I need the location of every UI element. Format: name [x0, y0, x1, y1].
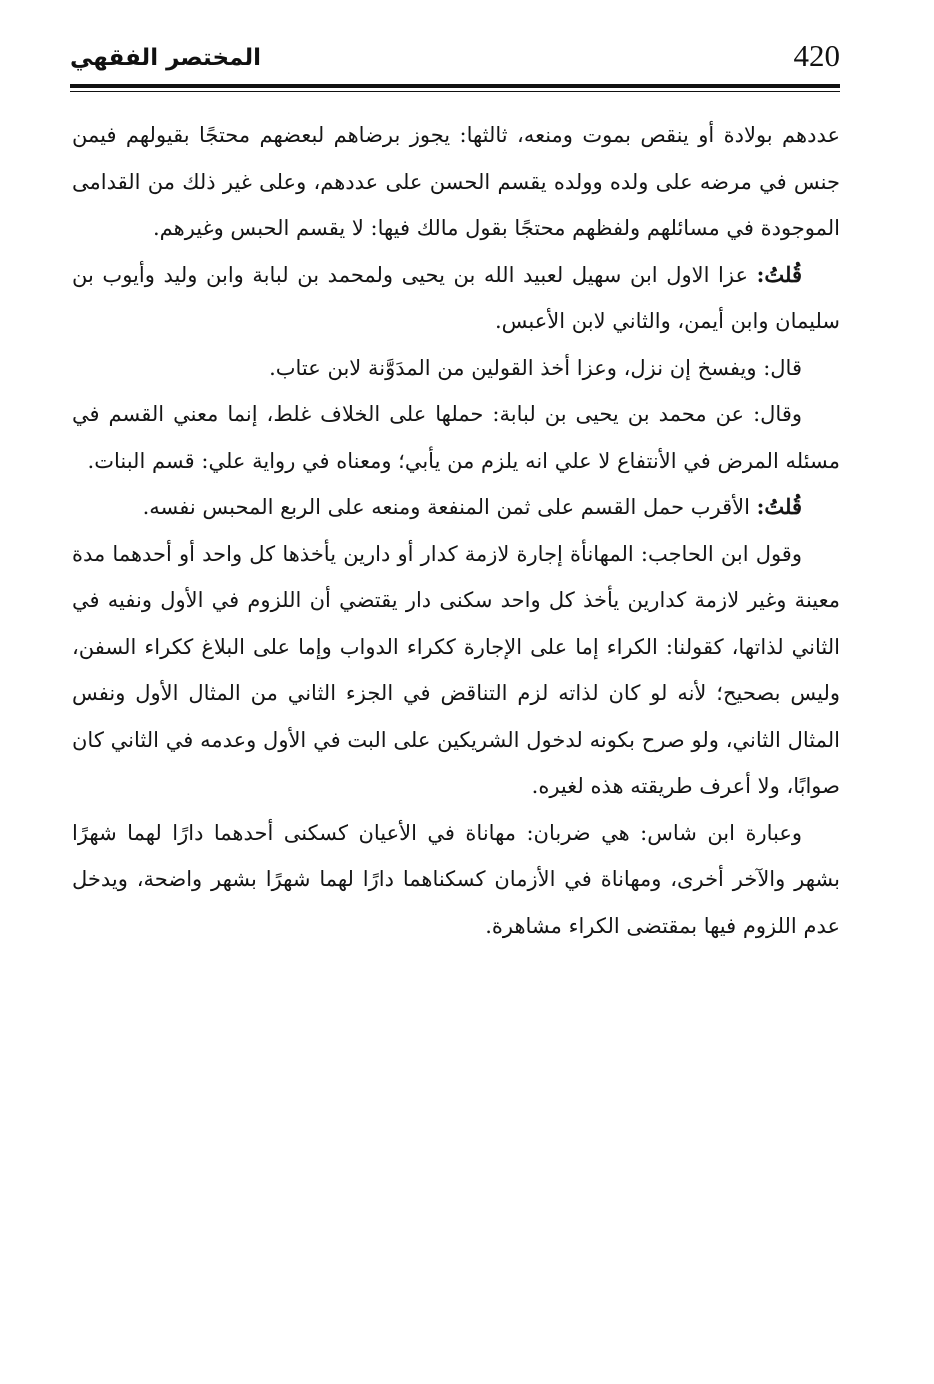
- page-header: [70, 36, 840, 86]
- header-rule-thick: [70, 84, 840, 88]
- paragraph-7: وعبارة ابن شاس: هي ضربان: مهاناة في الأعيان كسكنى أحدهما دارًا لهما شهرًا بشهر والآخر أخرى، ومهاناة في الأزمان كسكناهما دارًا لهما شهرًا بشهر واضحة، ويدخل عدم اللزوم فيها بمقتضى الكراء مشاهرة.: [72, 820, 840, 938]
- paragraph-2-text: عزا الاول ابن سهيل لعبيد الله بن يحيى ولمحمد بن لبابة وابن وليد وأيوب بن سليمان وابن أيمن، والثاني لابن الأعبس.: [72, 262, 840, 333]
- paragraph-1: عددهم بولادة أو ينقص بموت ومنعه، ثالثها: يجوز برضاهم لبعضهم محتجًا بقيولهم فيمن جنس في مرضه على ولده وولده يقسم الحسن على عددهم، وعلى غير ذلك من القدامى الموجودة في مسائلهم ولفظهم محتجًا بقول مالك فيها: لا يقسم الحبس وغيرهم.: [72, 123, 840, 240]
- running-title: المختصر الفقهي: [70, 45, 261, 71]
- qult-label: قُلتُ:: [756, 261, 802, 287]
- body-text: [72, 112, 840, 949]
- qult-label: قُلتُ:: [756, 494, 802, 519]
- paragraph-5-text: الأقرب حمل القسم على ثمن المنفعة ومنعه على الربع المحبس نفسه.: [142, 495, 750, 519]
- paragraph-6: وقول ابن الحاجب: المهانأة إجارة لازمة كدار أو دارين يأخذها كل واحد أو أحدهما مدة معينة وغير لازمة كدارين يأخذ كل واحد سكنى دار يقتضي أن اللزوم في الأول ونفيه في الثاني لذاتها، كقولنا: الكراء إما على الإجارة ككراء الدواب وإما على البلاغ ككراء السفن، وليس بصحيح؛ لأنه لو كان لذاته لزم التناقض في الجزء الثاني من المثال الأول ونفس المثال الثاني، ولو صرح بكونه لدخول الشريكين على البت في الأول وعدمه في الثاني كان صوابًا، ولا أعرف طريقته هذه لغيره.: [72, 541, 840, 798]
- paragraph-2: [72, 252, 840, 345]
- paragraph-3: قال: ويفسخ إن نزل، وعزا أخذ القولين من المدَوَّنة لابن عتاب.: [269, 355, 802, 380]
- paragraph-4: وقال: عن محمد بن يحيى بن لبابة: حملها على الخلاف غلط، إنما معني القسم في مسئله المرض في الأنتفاع لا علي انه يلزم من يأبي؛ ومعناه في رواية علي: قسم البنات.: [72, 402, 840, 473]
- page-number: 420: [793, 38, 840, 73]
- paragraph-5: [72, 484, 840, 531]
- header-rule-thin: [70, 91, 840, 92]
